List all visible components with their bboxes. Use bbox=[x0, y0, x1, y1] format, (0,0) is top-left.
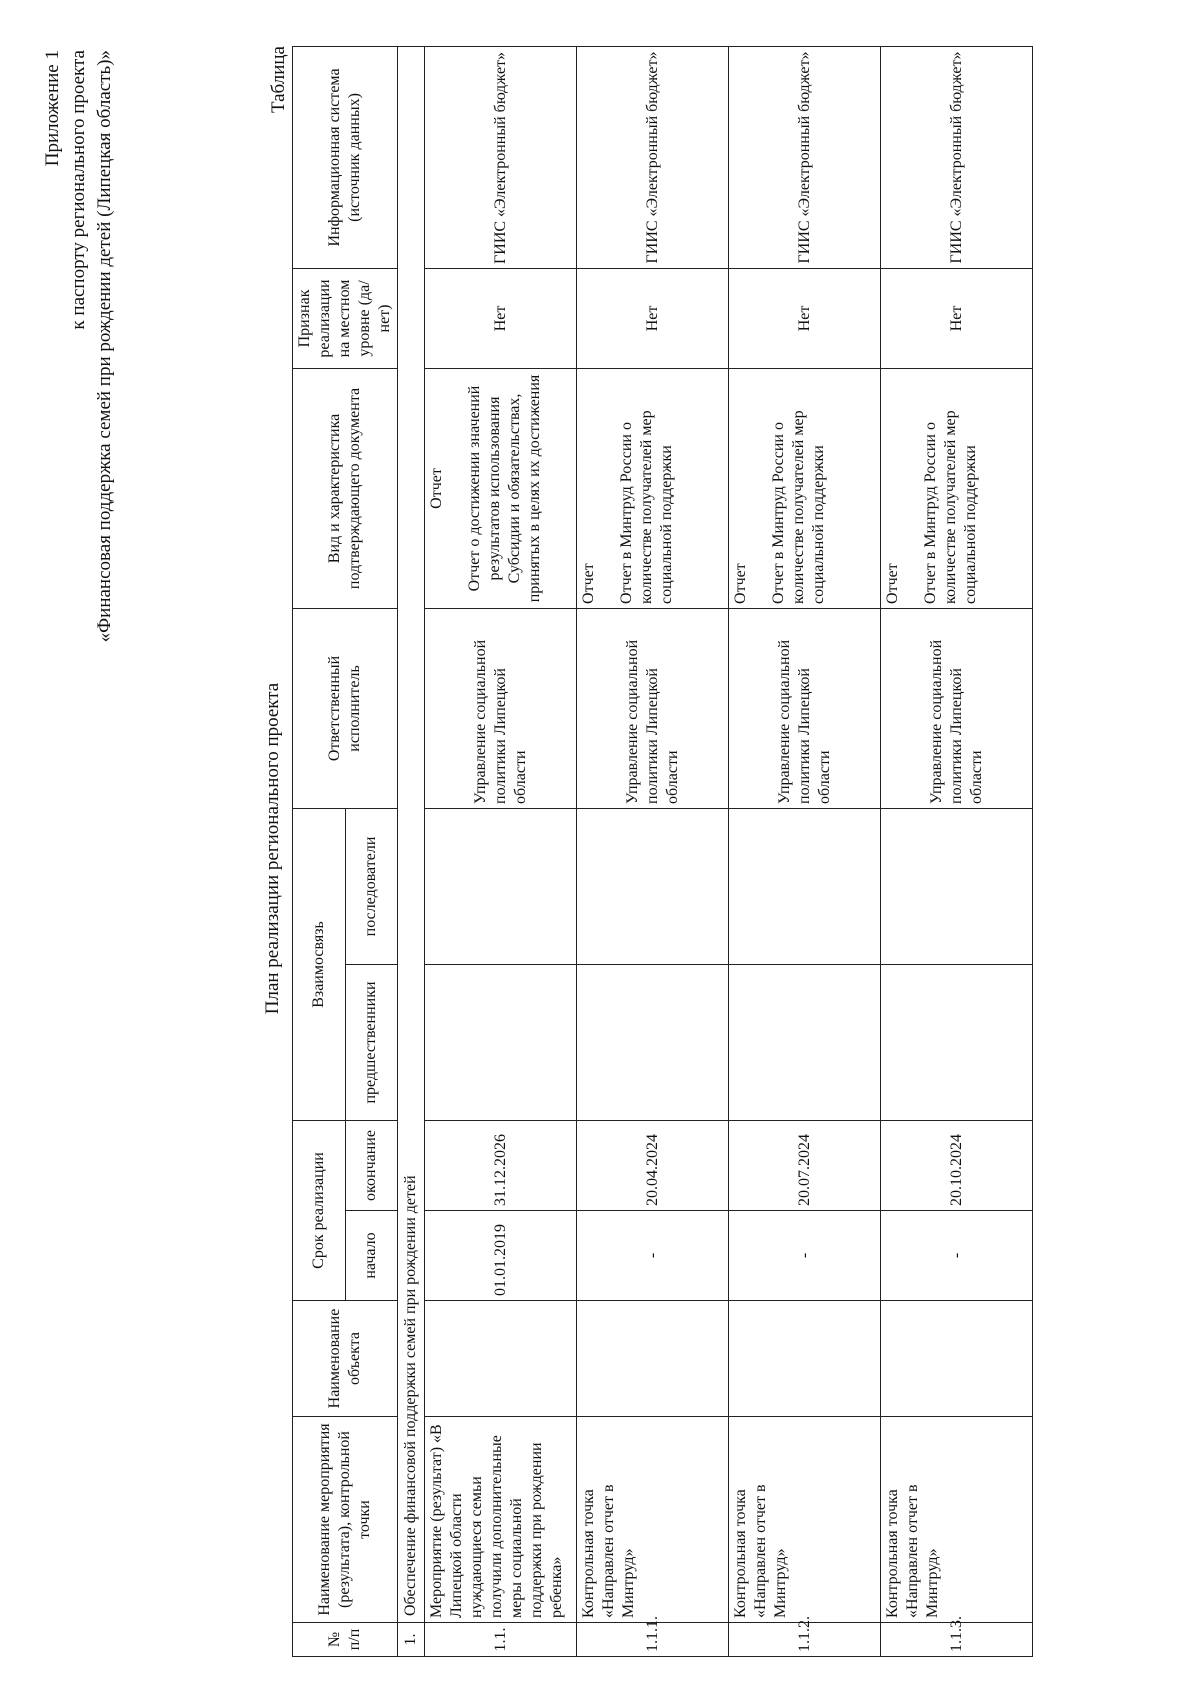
row-start: - bbox=[577, 1211, 729, 1301]
row-doc-type: Отчет bbox=[884, 563, 901, 604]
col-header-link: Взаимосвязь bbox=[293, 808, 346, 1120]
row-doc-desc: Отчет о достижении значений результатов использования Субсидии и обязательствах, принятых в целях их достижения bbox=[466, 374, 543, 603]
row-doc bbox=[425, 368, 577, 608]
row-local: Нет bbox=[729, 268, 881, 368]
col-header-resp: Ответственный исполнитель bbox=[293, 608, 398, 808]
row-local: Нет bbox=[577, 268, 729, 368]
col-header-local: Признак реализации на местном уровне (да/нет) bbox=[293, 268, 398, 368]
row-num: 1.1. bbox=[425, 1623, 577, 1657]
col-header-term: Срок реализации bbox=[293, 1120, 346, 1300]
table-row bbox=[729, 46, 881, 1656]
row-doc-type: Отчет bbox=[428, 468, 445, 509]
row-doc bbox=[729, 368, 881, 608]
row-end: 20.04.2024 bbox=[577, 1120, 729, 1210]
row-doc-type: Отчет bbox=[580, 563, 597, 604]
col-header-pred: предшественники bbox=[345, 964, 398, 1120]
plan-title: План реализации регионального проекта bbox=[262, 682, 283, 1015]
row-start: 01.01.2019 bbox=[425, 1211, 577, 1301]
row-name: Контрольная точка «Направлен отчет в Минтруд» bbox=[577, 1417, 729, 1623]
row-pred bbox=[577, 964, 729, 1120]
col-header-succ: последователи bbox=[345, 808, 398, 964]
row-end: 20.07.2024 bbox=[729, 1120, 881, 1210]
appendix-line-1: Приложение 1 bbox=[42, 50, 63, 167]
col-header-name: Наименование мероприятия (результата), контрольной точки bbox=[293, 1417, 398, 1623]
row-succ bbox=[577, 808, 729, 964]
table-label: Таблица bbox=[268, 46, 289, 114]
row-start: - bbox=[729, 1211, 881, 1301]
row-pred bbox=[729, 964, 881, 1120]
section-row bbox=[398, 46, 425, 1656]
row-num: 1.1.1. bbox=[577, 1623, 729, 1657]
row-end: 31.12.2026 bbox=[425, 1120, 577, 1210]
row-info: ГИИС «Электронный бюджет» bbox=[577, 46, 729, 268]
col-header-num: № п/п bbox=[293, 1623, 398, 1657]
row-local: Нет bbox=[425, 268, 577, 368]
row-resp: Управление социальной политики Липецкой области bbox=[729, 608, 881, 808]
col-header-info: Информационная система (источник данных) bbox=[293, 46, 398, 268]
row-resp: Управление социальной политики Липецкой области bbox=[577, 608, 729, 808]
row-doc-desc: Отчет в Минтруд России о количестве получателей мер социальной поддержки bbox=[770, 410, 827, 604]
row-doc-desc: Отчет в Минтруд России о количестве получателей мер социальной поддержки bbox=[922, 410, 979, 604]
row-pred bbox=[881, 964, 1033, 1120]
row-object bbox=[425, 1301, 577, 1417]
row-name: Мероприятие (результат) «В Липецкой области нуждающиеся семьи получили дополнительные меры социальной поддержки при рождении ребенка» bbox=[425, 1417, 577, 1623]
row-object bbox=[577, 1301, 729, 1417]
row-object bbox=[729, 1301, 881, 1417]
row-doc bbox=[881, 368, 1033, 608]
row-doc bbox=[577, 368, 729, 608]
row-resp: Управление социальной политики Липецкой области bbox=[425, 608, 577, 808]
row-succ bbox=[425, 808, 577, 964]
section-title: Обеспечение финансовой поддержки семей при рождении детей bbox=[398, 46, 425, 1622]
row-info: ГИИС «Электронный бюджет» bbox=[881, 46, 1033, 268]
row-start: - bbox=[881, 1211, 1033, 1301]
row-num: 1.1.3. bbox=[881, 1623, 1033, 1657]
row-doc-desc: Отчет в Минтруд России о количестве получателей мер социальной поддержки bbox=[618, 410, 675, 604]
table-row bbox=[577, 46, 729, 1656]
row-name: Контрольная точка «Направлен отчет в Минтруд» bbox=[729, 1417, 881, 1623]
col-header-start: начало bbox=[345, 1211, 398, 1301]
row-object bbox=[881, 1301, 1033, 1417]
row-doc-type: Отчет bbox=[732, 563, 749, 604]
row-succ bbox=[881, 808, 1033, 964]
row-pred bbox=[425, 964, 577, 1120]
appendix-header bbox=[40, 50, 118, 642]
col-header-end: окончание bbox=[345, 1120, 398, 1210]
row-info: ГИИС «Электронный бюджет» bbox=[729, 46, 881, 268]
row-succ bbox=[729, 808, 881, 964]
row-resp: Управление социальной политики Липецкой области bbox=[881, 608, 1033, 808]
row-num: 1.1.2. bbox=[729, 1623, 881, 1657]
row-info: ГИИС «Электронный бюджет» bbox=[425, 46, 577, 268]
section-num: 1. bbox=[398, 1623, 425, 1657]
appendix-line-2: к паспорту регионального проекта bbox=[68, 50, 89, 330]
col-header-doc: Вид и характеристика подтверждающего документа bbox=[293, 368, 398, 608]
row-end: 20.10.2024 bbox=[881, 1120, 1033, 1210]
col-header-object: Наименование объекта bbox=[293, 1301, 398, 1417]
row-local: Нет bbox=[881, 268, 1033, 368]
table-row bbox=[425, 46, 577, 1656]
row-name: Контрольная точка «Направлен отчет в Минтруд» bbox=[881, 1417, 1033, 1623]
implementation-plan-table bbox=[292, 46, 1033, 1657]
appendix-line-3: «Финансовая поддержка семей при рождении детей (Липецкая область)» bbox=[94, 50, 115, 643]
table-row bbox=[881, 46, 1033, 1656]
